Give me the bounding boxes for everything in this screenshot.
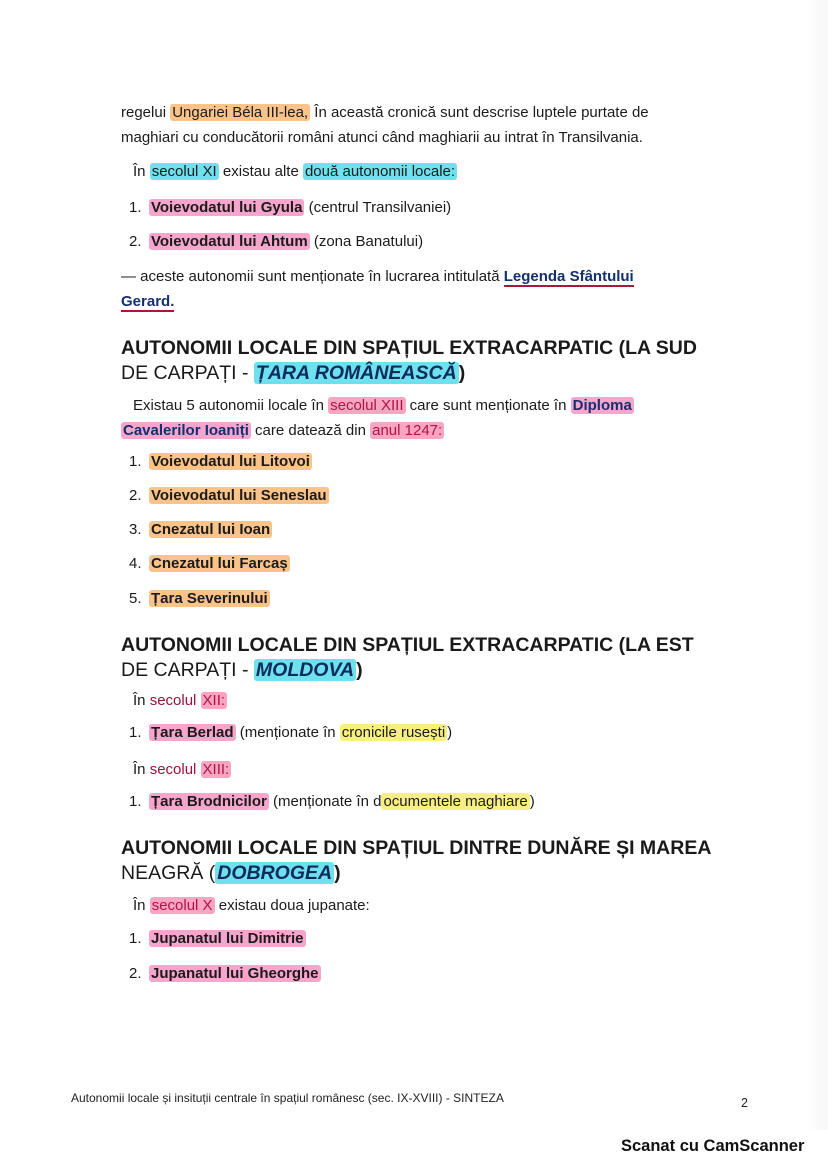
list-item: 3. Cnezatul lui Ioan: [129, 521, 271, 538]
sec11-paragraph: În secolul XI existau alte două autonomii locale:: [133, 163, 456, 180]
list-item: 2. Voievodatul lui Ahtum (zona Banatului): [129, 233, 424, 250]
sec12-line: În secolul XII:: [133, 692, 226, 709]
highlight-xiii: XIII:: [202, 761, 230, 778]
scanner-watermark: Scanat cu CamScanner: [621, 1137, 805, 1155]
section-heading-est: AUTONOMII LOCALE DIN SPAȚIUL EXTRACARPATIC (LA EST DE CARPAȚI - MOLDOVA ): [121, 634, 694, 681]
list-item: 2. Jupanatul lui Gheorghe: [129, 965, 319, 982]
highlight-secolul-x: secolul X: [151, 897, 213, 914]
section-heading-dobrogea: AUTONOMII LOCALE DIN SPAȚIUL DINTRE DUNĂRE ȘI MAREA NEAGRĂ ( DOBROGEA ): [121, 837, 712, 884]
page-number: 2: [741, 1096, 748, 1110]
highlight-cavalerilor: Cavalerilor Ioaniți: [123, 422, 249, 439]
section-heading-sud: AUTONOMII LOCALE DIN SPAȚIUL EXTRACARPATIC (LA SUD DE CARPAȚI - ȚARA ROMÂNEASCĂ ): [121, 337, 697, 384]
list-item: 2. Voievodatul lui Seneslau: [129, 487, 327, 504]
highlight-cronicile: cronicile rusești: [341, 724, 446, 741]
legend-note: — aceste autonomii sunt menționate în lucrarea intitulată Legenda Sfântului Gerard.: [121, 268, 634, 310]
sud-paragraph-line2: Cavalerilor Ioaniți care datează din anul 1247:: [123, 422, 443, 439]
list-item: 1. Voievodatul lui Litovoi: [129, 453, 310, 470]
sud-paragraph: Existau 5 autonomii locale în secolul XIII care sunt menționate în Diploma: [133, 397, 632, 414]
list-item: 5. Țara Severinului: [129, 590, 268, 607]
list-item: 1. Țara Berlad (menționate în cronicile rusești ): [129, 724, 453, 741]
highlight-secolul-xiii: secolul XIII: [330, 397, 404, 414]
page-footer: Autonomii locale și insituții centrale în spațiul românesc (sec. IX-XVIII) - SINTEZA: [71, 1091, 504, 1105]
sec13-line: În secolul XIII:: [133, 761, 230, 778]
list-item: 1. Țara Brodnicilor (menționate în d ocumentele maghiare ): [129, 793, 535, 810]
highlight-diploma: Diploma: [572, 397, 632, 414]
list-item: 4. Cnezatul lui Farcaș: [129, 555, 288, 572]
list-item: 1. Jupanatul lui Dimitrie: [129, 930, 304, 947]
highlight-dobrogea: DOBROGEA: [217, 862, 333, 884]
legenda-title: Legenda Sfântului: [503, 268, 634, 285]
gerard-title: Gerard.: [121, 293, 175, 310]
highlight-doua-autonomii: două autonomii locale:: [304, 163, 456, 180]
highlight-ungariei: Ungariei Béla III-lea,: [172, 104, 309, 121]
highlight-anul-1247: anul 1247:: [372, 422, 443, 439]
highlight-moldova: MOLDOVA: [255, 659, 355, 681]
intro-paragraph: regelui Ungariei Béla III-lea, În această cronică sunt descrise luptele purtate de maghiari cu conducătorii români atunci când maghiarii au intrat în Transilvania.: [121, 104, 649, 146]
highlight-secolul-xi: secolul XI: [151, 163, 217, 180]
list-item: 1. Voievodatul lui Gyula (centrul Transilvaniei): [129, 199, 452, 216]
highlight-xii: XII:: [202, 692, 226, 709]
highlight-tara-romaneasca: ȚARA ROMÂNEASCĂ: [255, 362, 457, 384]
page-edge-shadow: [807, 0, 828, 1130]
sec10-line: În secolul X existau doua jupanate:: [133, 897, 370, 914]
highlight-documentele: ocumentele maghiare: [383, 793, 528, 810]
